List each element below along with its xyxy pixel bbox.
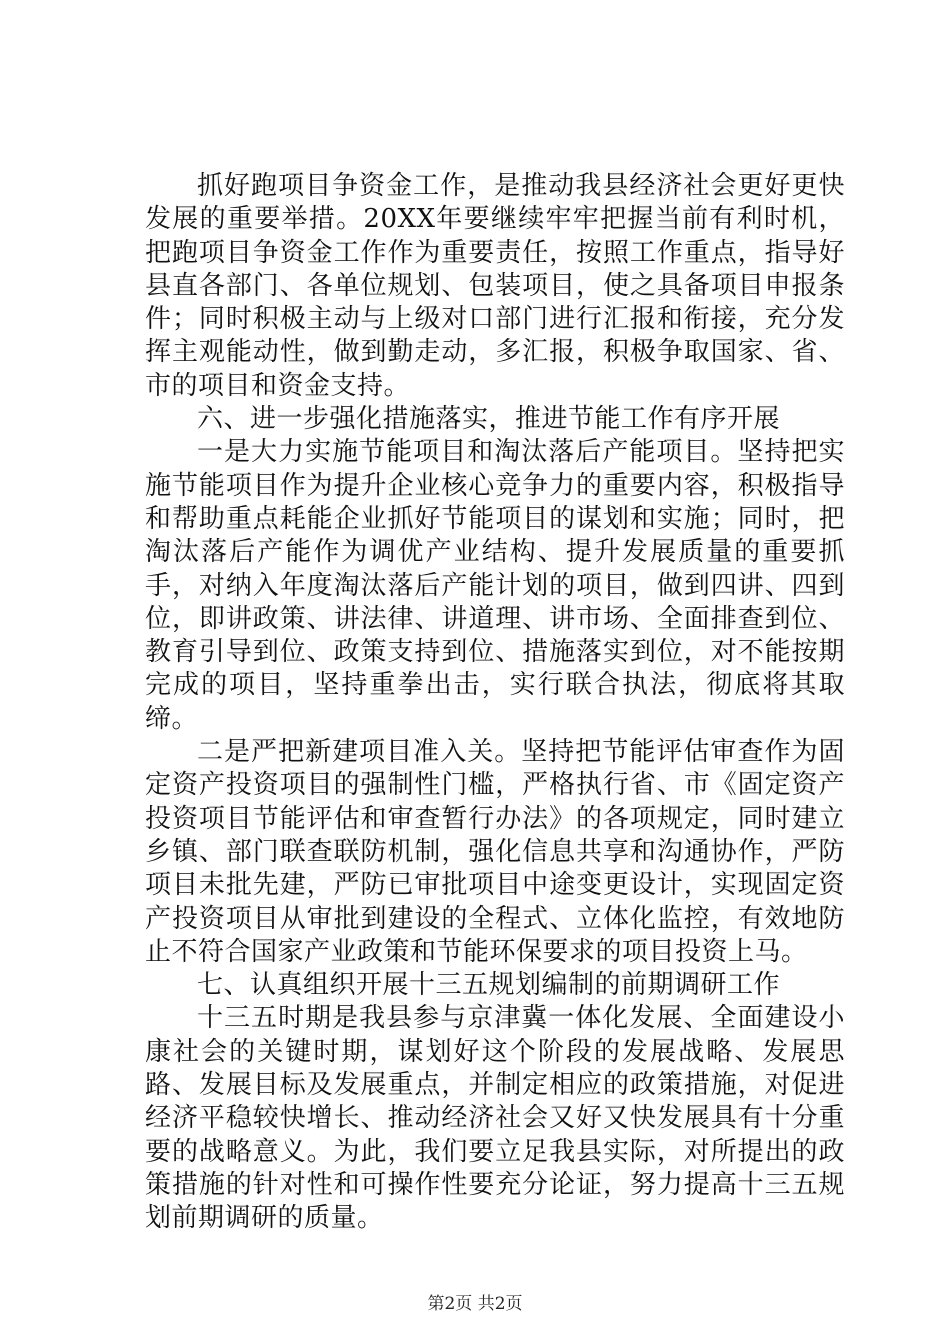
paragraph-project-funding: 抓好跑项目争资金工作，是推动我县经济社会更好更快发展的重要举措。20XX年要继续牢牢把握当前有利时机，把跑项目争资金工作作为重要责任，按照工作重点，指导好县直各部门、各单位规划、包装项目，使之具备项目申报条件；同时积极主动与上级对口部门进行汇报和衔接，充分发挥主观能动性，做到勤走动，多汇报，积极争取国家、省、市的项目和资金支持。: [145, 171, 845, 401]
paragraph-energy-projects: 一是大力实施节能项目和淘汰落后产能项目。坚持把实施节能项目作为提升企业核心竞争力的重要内容，积极指导和帮助重点耗能企业抓好节能项目的谋划和实施；同时，把淘汰落后产能作为调优产业结构、提升发展质量的重要抓手，对纳入年度淘汰落后产能计划的项目，做到四讲、四到位，即讲政策、讲法律、讲道理、讲市场、全面排查到位、教育引导到位、政策支持到位、措施落实到位，对不能按期完成的项目，坚持重拳出击，实行联合执法，彻底将其取缔。: [145, 437, 845, 734]
paragraph-plan-research: 十三五时期是我县参与京津冀一体化发展、全面建设小康社会的关键时期，谋划好这个阶段的发展战略、发展思路、发展目标及发展重点，并制定相应的政策措施，对促进经济平稳较快增长、推动经济社会又好又快发展具有十分重要的战略意义。为此，我们要立足我县实际，对所提出的政策措施的针对性和可操作性要充分论证，努力提高十三五规划前期调研的质量。: [145, 1003, 845, 1234]
document-body: [145, 170, 845, 1236]
heading-section-seven: 七、认真组织开展十三五规划编制的前期调研工作: [197, 970, 781, 1001]
paragraph-project-access: 二是严把新建项目准入关。坚持把节能评估审查作为固定资产投资项目的强制性门槛，严格执行省、市《固定资产投资项目节能评估和审查暂行办法》的各项规定，同时建立乡镇、部门联查联防机制，强化信息共享和沟通协作，严防项目未批先建，严防已审批项目中途变更设计，实现固定资产投资项目从审批到建设的全程式、立体化监控，有效地防止不符合国家产业政策和节能环保要求的项目投资上马。: [145, 737, 845, 967]
heading-section-six: 六、进一步强化措施落实，推进节能工作有序开展: [197, 404, 781, 435]
page-number-footer: 第2页 共2页: [427, 1294, 523, 1314]
